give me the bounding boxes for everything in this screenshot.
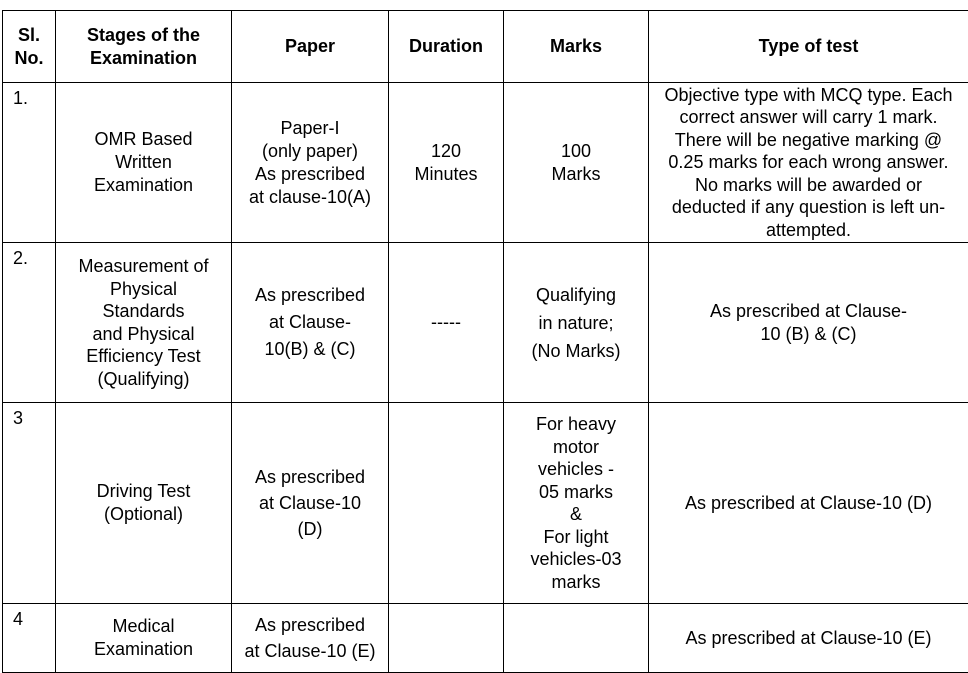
cell-stage: Measurement of Physical Standards and Physical Efficiency Test (Qualifying) xyxy=(56,243,232,403)
cell-stage: Driving Test (Optional) xyxy=(56,403,232,604)
cell-paper: As prescribed at Clause-10 (D) xyxy=(232,403,389,604)
cell-marks: Qualifying in nature; (No Marks) xyxy=(504,243,649,403)
cell-sl-no: 4 xyxy=(3,604,56,673)
table-row xyxy=(3,243,968,403)
header-type-of-test: Type of test xyxy=(649,11,968,83)
table-row xyxy=(3,83,968,243)
header-duration: Duration xyxy=(389,11,504,83)
cell-duration xyxy=(389,403,504,604)
cell-duration: 120 Minutes xyxy=(389,83,504,243)
header-marks: Marks xyxy=(504,11,649,83)
cell-type-of-test: As prescribed at Clause-10 (E) xyxy=(649,604,968,673)
table-row xyxy=(3,403,968,604)
header-row xyxy=(3,11,968,83)
cell-duration xyxy=(389,604,504,673)
cell-type-of-test: As prescribed at Clause-10 (D) xyxy=(649,403,968,604)
cell-sl-no: 2. xyxy=(3,243,56,403)
cell-type-of-test: As prescribed at Clause- 10 (B) & (C) xyxy=(649,243,968,403)
cell-paper: As prescribed at Clause-10 (E) xyxy=(232,604,389,673)
cell-type-of-test: Objective type with MCQ type. Each correct answer will carry 1 mark. There will be negative marking @ 0.25 marks for each wrong answer. No marks will be awarded or deducted if any question is left un- attempted. xyxy=(649,83,968,243)
examination-stages-table xyxy=(2,10,968,673)
cell-stage: Medical Examination xyxy=(56,604,232,673)
cell-duration: ----- xyxy=(389,243,504,403)
cell-marks xyxy=(504,604,649,673)
cell-stage: OMR Based Written Examination xyxy=(56,83,232,243)
cell-paper: As prescribed at Clause- 10(B) & (C) xyxy=(232,243,389,403)
header-stages: Stages of the Examination xyxy=(56,11,232,83)
header-sl-no: Sl. No. xyxy=(3,11,56,83)
table-row xyxy=(3,604,968,673)
cell-marks: 100 Marks xyxy=(504,83,649,243)
cell-marks: For heavy motor vehicles - 05 marks & For light vehicles-03 marks xyxy=(504,403,649,604)
cell-sl-no: 1. xyxy=(3,83,56,243)
cell-sl-no: 3 xyxy=(3,403,56,604)
cell-paper: Paper-I (only paper) As prescribed at clause-10(A) xyxy=(232,83,389,243)
header-paper: Paper xyxy=(232,11,389,83)
